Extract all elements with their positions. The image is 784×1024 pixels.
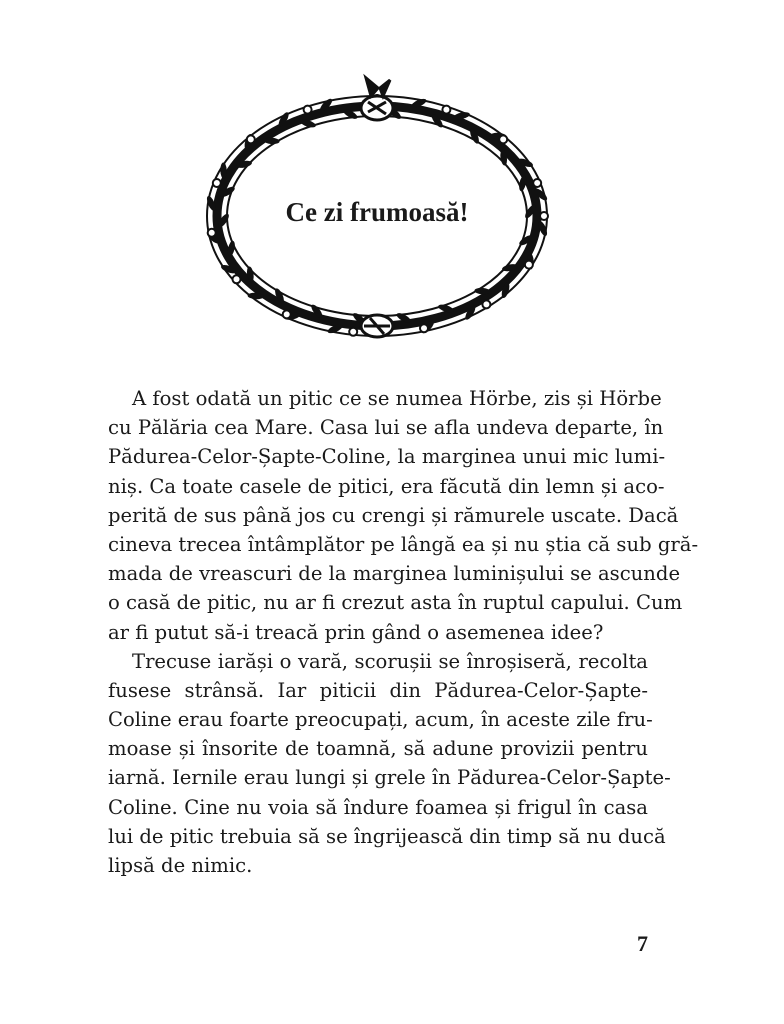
text-line: A fost odată un pitic ce se numea Hörbe, zis și Hörbe xyxy=(132,387,662,410)
page-number: 7 xyxy=(637,931,648,956)
paragraph-1 xyxy=(108,384,699,647)
text-line: Trecuse iarăși o vară, scorușii se înroșiseră, recolta xyxy=(132,649,648,673)
text-line: cu Pălăria cea Mare. Casa lui se afla undeva departe, în xyxy=(108,416,664,440)
chapter-title: Ce zi frumoasă! xyxy=(285,197,469,227)
text-line: o casă de pitic, nu ar fi crezut asta în ruptul capului. Cum xyxy=(108,591,683,615)
text-line: lui de pitic trebuia să se îngrijească din timp să nu ducă xyxy=(108,824,666,848)
text-line: perită de sus până jos cu crengi și rămurele uscate. Dacă xyxy=(108,503,679,527)
text-line: Pădurea-Celor-Șapte-Coline, la marginea unui mic lumi- xyxy=(108,445,666,469)
text-line: mada de vreascuri de la marginea luminișului se ascunde xyxy=(108,562,681,586)
text-line: Coline. Cine nu voia să îndure foamea și frigul în casa xyxy=(108,795,648,819)
text-line: ar fi putut să-i treacă prin gând o asemenea idee? xyxy=(108,620,604,644)
text-line: iarnă. Iernile erau lungi și grele în Pădurea-Celor-Șapte- xyxy=(108,766,671,790)
text-line: cineva trecea întâmplător pe lângă ea și nu știa că sub gră- xyxy=(108,532,699,556)
text-line: niș. Ca toate casele de pitici, era făcută din lemn și aco- xyxy=(108,474,665,498)
text-line: lipsă de nimic. xyxy=(108,854,253,877)
text-line: moase și însorite de toamnă, să adune provizii pentru xyxy=(108,737,648,761)
text-line: Coline erau foarte preocupați, acum, în aceste zile fru- xyxy=(108,708,653,732)
paragraph-2 xyxy=(108,647,671,881)
body-text xyxy=(108,384,699,880)
text-line: fusese strânsă. Iar piticii din Pădurea-Celor-Șapte- xyxy=(108,678,648,702)
